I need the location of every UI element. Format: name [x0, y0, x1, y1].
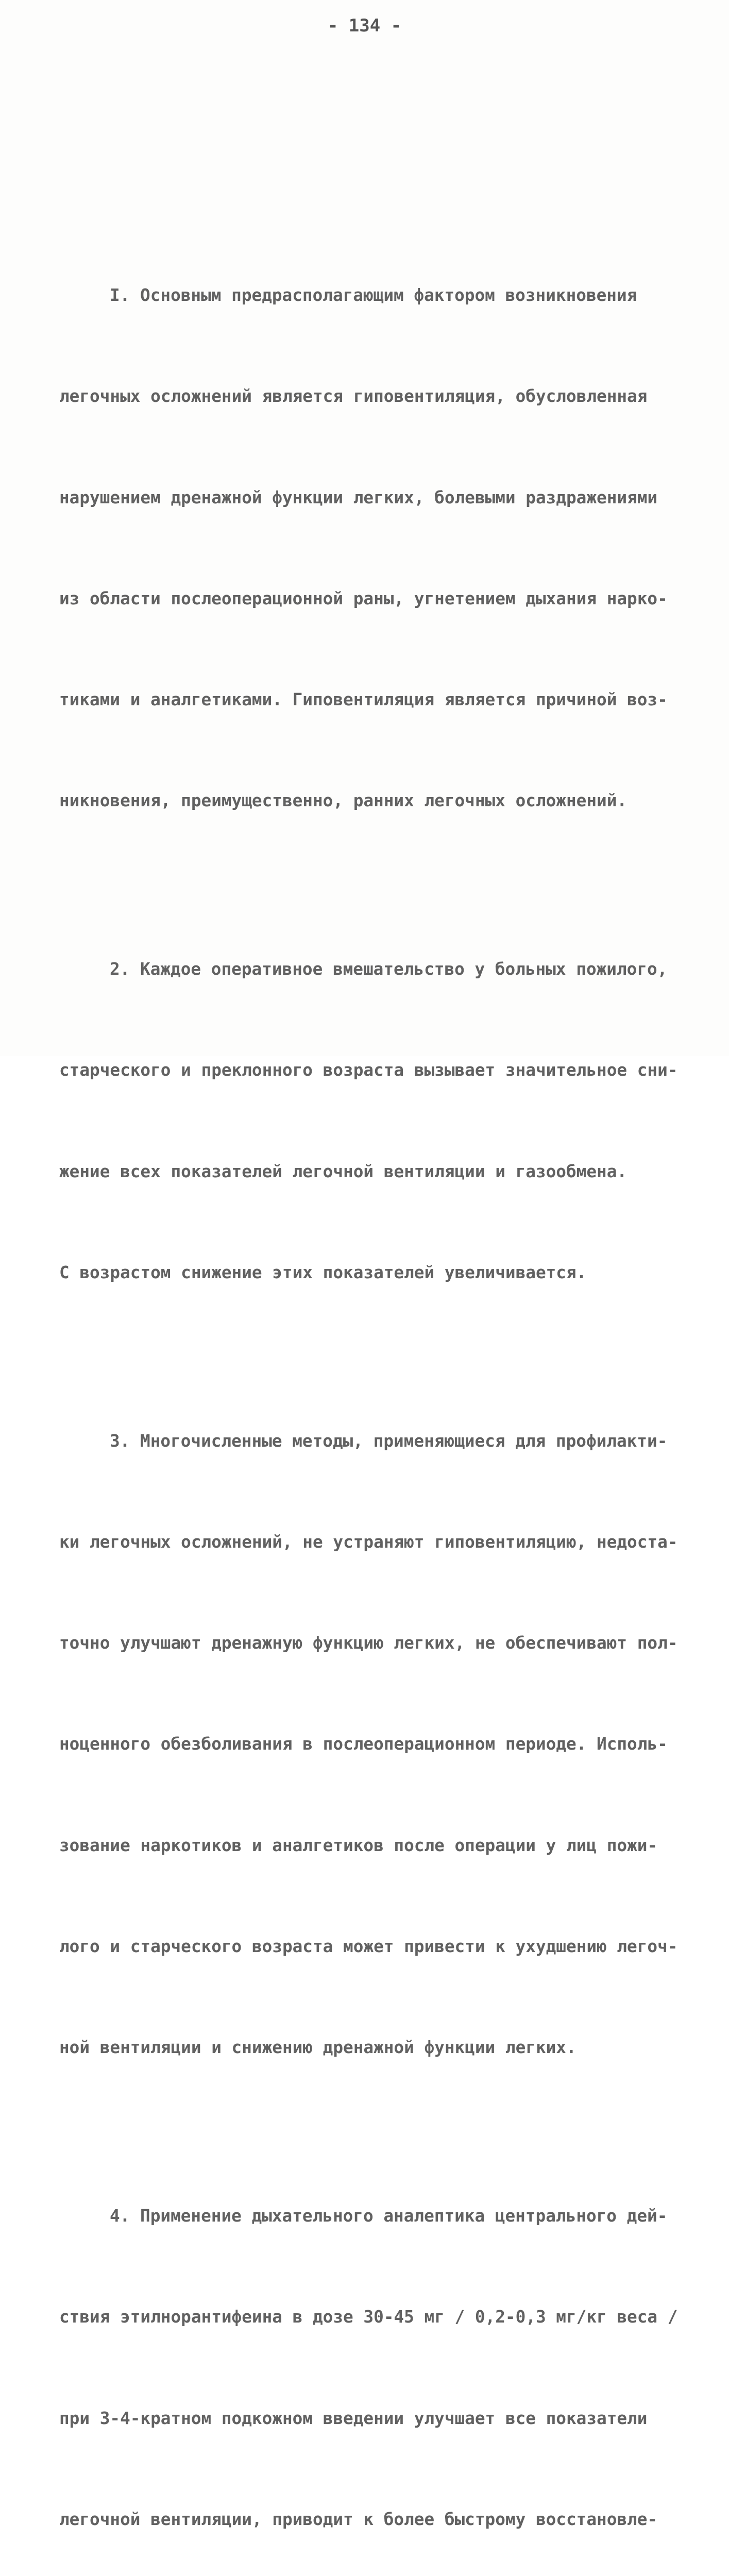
paragraph-1-line-4: из области послеоперационной раны, угнетением дыхания нарко-	[59, 588, 668, 608]
paragraph-2-line-1: 2. Каждое оперативное вмешательство у больных пожилого,	[110, 959, 668, 979]
paragraph-4-line-1: 4. Применение дыхательного аналептика центрального дей-	[110, 2206, 668, 2226]
paragraph-2-line-3: жение всех показателей легочной вентиляции и газообмена.	[59, 1161, 628, 1181]
paragraph-4-line-4: легочной вентиляции, приводит к более быстрому восстановле-	[59, 2509, 658, 2529]
paragraph-3-line-4: ноценного обезболивания в послеоперационном периоде. Исполь-	[59, 1734, 668, 1754]
body-text	[59, 178, 677, 2576]
paragraph-1-line-3: нарушением дренажной функции легких, болевыми раздражениями	[59, 487, 658, 507]
paragraph-3-line-2: ки легочных осложнений, не устраняют гиповентиляцию, недоста-	[59, 1532, 678, 1552]
paragraph-1-line-1: I. Основным предрасполагающим фактором возникновения	[110, 285, 637, 306]
paragraph-2-line-2: старческого и преклонного возраста вызывает значительное сни-	[59, 1060, 678, 1080]
paragraph-3-line-6: лого и старческого возраста может привести к ухудшению легоч-	[59, 1936, 678, 1956]
paragraph-4-line-3: при 3-4-кратном подкожном введении улучшает все показатели	[59, 2408, 648, 2428]
paragraph-4-line-2: ствия этилнорантифеина в дозе 30-45 мг / 0,2-0,3 мг/кг веса /	[59, 2307, 678, 2327]
page-number: - 134 -	[327, 15, 402, 36]
paragraph-1-line-6: никновения, преимущественно, ранних легочных осложнений.	[59, 791, 628, 811]
paragraph-2-line-4: С возрастом снижение этих показателей увеличивается.	[59, 1262, 587, 1282]
paragraph-3-line-1: 3. Многочисленные методы, применяющиеся для профилакти-	[110, 1431, 668, 1451]
paragraph-3-line-5: зование наркотиков и аналгетиков после операции у лиц пожи-	[59, 1835, 658, 1855]
paragraph-1-line-2: легочных осложнений является гиповентиляция, обусловленная	[59, 386, 648, 406]
paragraph-1-line-5: тиками и аналгетиками. Гиповентиляция является причиной воз-	[59, 690, 668, 710]
paragraph-3-line-7: ной вентиляции и снижению дренажной функции легких.	[59, 2038, 577, 2058]
paragraph-3-line-3: точно улучшают дренажную функцию легких, не обеспечивают пол-	[59, 1633, 678, 1653]
